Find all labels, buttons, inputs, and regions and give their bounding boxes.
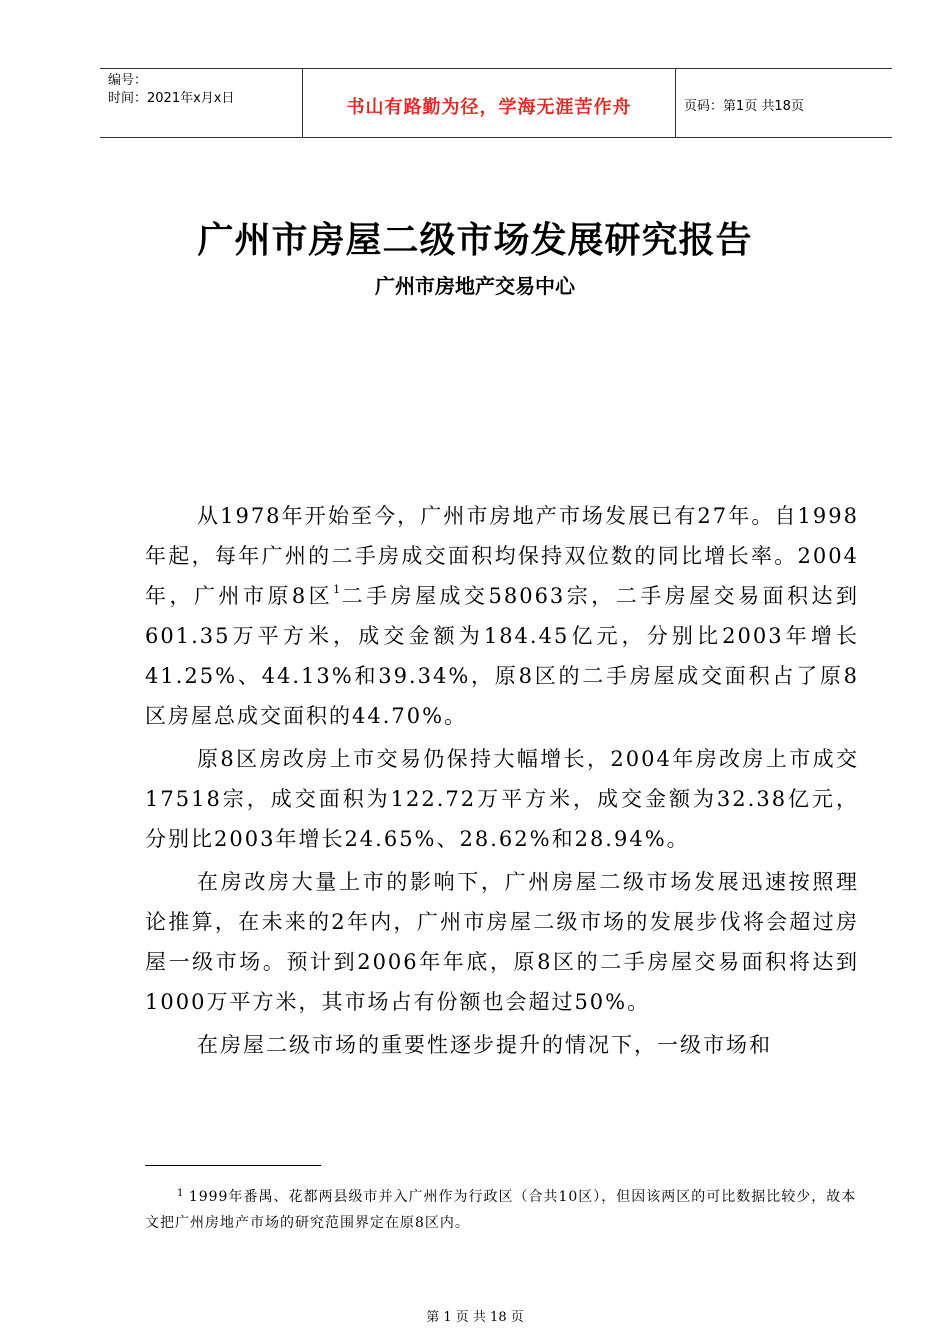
footnote-text: 1999年番禺、花都两县级市并入广州作为行政区（合共10区），但因该两区的可比数据比较少，故本文把广州房地产市场的研究范围界定在原8区内。 bbox=[145, 1189, 857, 1231]
document-title: 广州市房屋二级市场发展研究报告 bbox=[197, 219, 753, 261]
page-footer: 第 1 页 共 18 页 bbox=[426, 1310, 524, 1325]
footnote-mark: 1 bbox=[177, 1188, 184, 1199]
header-motto: 书山有路勤为径，学海无涯苦作舟 bbox=[346, 97, 632, 118]
page-header bbox=[100, 68, 892, 138]
document-subtitle: 广州市房地产交易中心 bbox=[375, 274, 575, 298]
serial-label: 编号： bbox=[108, 73, 148, 88]
footnote-separator bbox=[145, 1165, 321, 1166]
header-meta bbox=[108, 72, 234, 108]
paragraph-1-pre: 从1978年开始至今，广州市房地产市场发展已有27年。自1998年起，每年广州的二手房成交面积均保持双位数的同比增长率。2004年，广州市原8区 bbox=[145, 504, 859, 608]
header-page-info: 页码：第1页 共18页 bbox=[684, 99, 804, 114]
footnote-reference[interactable]: 1 bbox=[333, 583, 341, 596]
footnote bbox=[145, 1184, 859, 1236]
header-divider bbox=[675, 69, 676, 137]
document-body bbox=[145, 496, 859, 1068]
time-label: 时间：2021年x月x日 bbox=[108, 91, 235, 106]
paragraph-1-post: 二手房屋成交58063宗，二手房屋交易面积达到601.35万平方米，成交金额为184.45亿元，分别比2003年增长41.25%、44.13%和39.34%，原8区的二手房屋成交面积占了原8区房屋总成交面积的44.70%。 bbox=[145, 584, 859, 728]
paragraph-3: 在房改房大量上市的影响下，广州房屋二级市场发展迅速按照理论推算，在未来的2年内，广州市房屋二级市场的发展步伐将会超过房屋一级市场。预计到2006年年底，原8区的二手房屋交易面积将达到1000万平方米，其市场占有份额也会超过50%。 bbox=[145, 870, 859, 1014]
paragraph-1 bbox=[145, 496, 859, 736]
paragraph-4: 在房屋二级市场的重要性逐步提升的情况下，一级市场和 bbox=[197, 1033, 772, 1057]
paragraph-2: 原8区房改房上市交易仍保持大幅增长，2004年房改房上市成交17518宗，成交面积为122.72万平方米，成交金额为32.38亿元，分别比2003年增长24.65%、28.62%和28.94%。 bbox=[145, 747, 859, 851]
